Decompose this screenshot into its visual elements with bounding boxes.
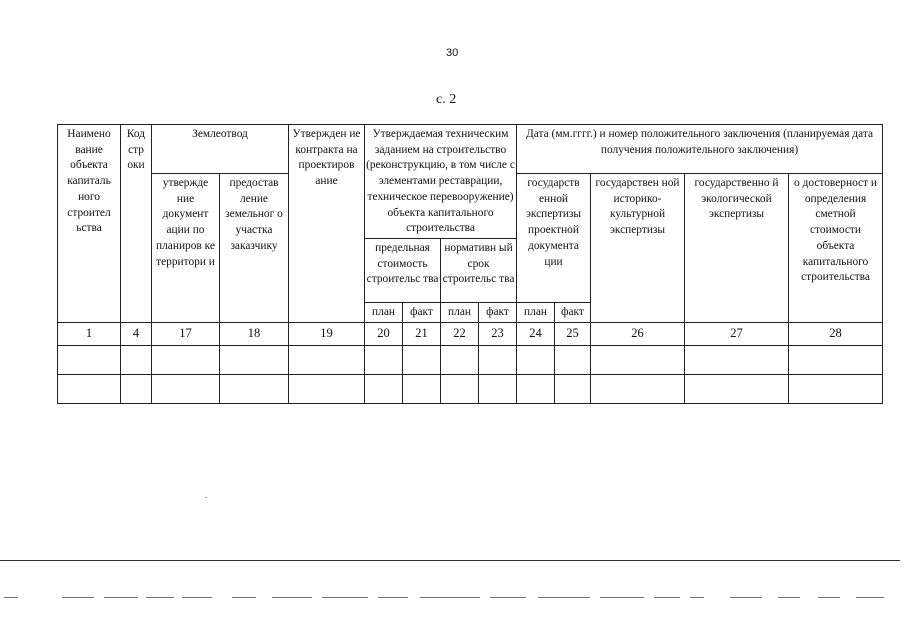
table-cell[interactable]: [517, 374, 555, 403]
table-cell[interactable]: [591, 345, 685, 374]
header-land-documentation: утвержде ние документ ации по планиров ке территори и: [152, 174, 220, 323]
table-cell[interactable]: [789, 345, 883, 374]
table-cell[interactable]: [789, 374, 883, 403]
header-cost-reliability: о достоверност и определения сметной стоимости объекта капитального строительства: [789, 174, 883, 323]
table-cell[interactable]: [58, 345, 121, 374]
header-land: Землеотвод: [152, 125, 289, 174]
table-cell[interactable]: [121, 374, 152, 403]
table-cell[interactable]: [403, 345, 441, 374]
horizontal-rule: [0, 560, 900, 561]
table-cell[interactable]: [479, 345, 517, 374]
column-number: 18: [220, 322, 289, 345]
table-cell[interactable]: [289, 374, 365, 403]
table-cell[interactable]: [220, 345, 289, 374]
header-code: Код стр оки: [121, 125, 152, 323]
section-label: с. 2: [436, 92, 457, 107]
column-number: 28: [789, 322, 883, 345]
table-cell[interactable]: [517, 345, 555, 374]
header-fact: факт: [479, 302, 517, 322]
table-cell[interactable]: [555, 345, 591, 374]
column-number: 19: [289, 322, 365, 345]
column-number: 17: [152, 322, 220, 345]
header-ecological-expertise: государственно й экологической экспертизы: [685, 174, 789, 323]
table-cell[interactable]: [441, 374, 479, 403]
column-number: 22: [441, 322, 479, 345]
column-number-row: [58, 322, 883, 345]
column-number: 24: [517, 322, 555, 345]
table-cell[interactable]: [152, 345, 220, 374]
header-fact: факт: [555, 302, 591, 322]
table-cell[interactable]: [403, 374, 441, 403]
column-number: 1: [58, 322, 121, 345]
table-cell[interactable]: [220, 374, 289, 403]
header-historical-expertise: государствен ной историко- культурной экспертизы: [591, 174, 685, 323]
header-contract: Утвержден ие контракта на проектиров ание: [289, 125, 365, 323]
header-construction-term: нормативн ый срок строительс тва: [441, 238, 517, 302]
table-cell[interactable]: [152, 374, 220, 403]
header-date-group: Дата (мм.гггг.) и номер положительного заключения (планируемая дата получения положительного заключения): [517, 125, 883, 174]
form-table: [57, 124, 883, 404]
header-land-provision: предостав ление земельног о участка заказчику: [220, 174, 289, 323]
column-number: 26: [591, 322, 685, 345]
header-plan: план: [365, 302, 403, 322]
header-name: Наимено вание объекта капиталь ного строител ьства: [58, 125, 121, 323]
header-fact: факт: [403, 302, 441, 322]
table-cell[interactable]: [479, 374, 517, 403]
header-cost-limit: предельная стоимость строительс тва: [365, 238, 441, 302]
table-cell[interactable]: [365, 374, 403, 403]
table-cell[interactable]: [121, 345, 152, 374]
header-state-expertise: государств енной экспертизы проектной документа ции: [517, 174, 591, 303]
column-number: 20: [365, 322, 403, 345]
header-plan: план: [517, 302, 555, 322]
table-cell[interactable]: [58, 374, 121, 403]
column-number: 23: [479, 322, 517, 345]
column-number: 4: [121, 322, 152, 345]
column-number: 21: [403, 322, 441, 345]
table-cell[interactable]: [685, 374, 789, 403]
column-number: 25: [555, 322, 591, 345]
header-task: Утверждаемая техническим заданием на строительство (реконструкцию, в том числе с элементами реставрации, техническое перевооружение) объекта капитального строительства: [365, 125, 517, 239]
table-row: [58, 374, 883, 403]
table-row: [58, 345, 883, 374]
table-cell[interactable]: [555, 374, 591, 403]
table-cell[interactable]: [289, 345, 365, 374]
table-cell[interactable]: [441, 345, 479, 374]
column-number: 27: [685, 322, 789, 345]
scan-speck: [205, 497, 207, 498]
table-cell[interactable]: [591, 374, 685, 403]
header-plan: план: [441, 302, 479, 322]
table-cell[interactable]: [685, 345, 789, 374]
table-cell[interactable]: [365, 345, 403, 374]
